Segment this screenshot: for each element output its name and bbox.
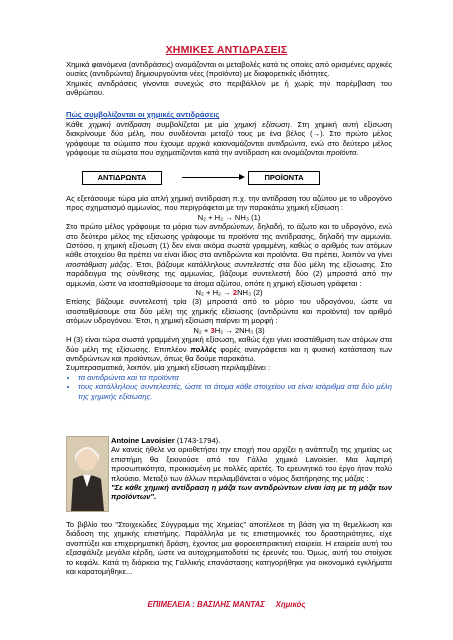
lavoisier-text: Αν κανείς ήθελε να οριοθετήσει την εποχή που αρχίζει η ανάπτυξη της χημείας ως επιστήμη θα ξεκινούσε από τον Γάλλο χημικό Lavoisier. Μια λαμπρή προσωπικότητα, προικισμένη με πολλές αρετές. Το ερευνητικό του έργο ήταν πολύ πλούσιο. Μεταξύ των άλλων περιλαμβάνεται ο νόμος διατήρησης της μάζας : — [111, 445, 392, 483]
text-run: , δηλαδή, το άζωτο και το υδρογόνο, ενώ στο δεύτερο μέλος της εξίσωσης γράφουμε τα — [66, 222, 392, 241]
text-run: συμβολίζεται με μία — [150, 120, 235, 129]
text-run: αντιδρώντων — [209, 222, 253, 232]
summary-text: Συμπερασματικά, λοιπόν, μία χημική εξίσωση περιλαμβάνει : — [66, 363, 271, 373]
hydrogen-text: Επίσης βάζουμε συντελεστή τρία (3) μπροστά από το μόριο του υδρογόνου, ώστε να ισοσταθμίσουμε στα δύο μέλη της χημικής εξίσωσης (αντιδρώντα και προϊόντα) τον αριθμό ατόμων υδρογόνου. Έτσι, η χημική εξίσωση παίρνει τη μορφή : — [66, 297, 392, 326]
book-text: Το βιβλίο του "Στοιχειώδες Σύγγραμμα της Χημείας" αποτέλεσε τη βάση για τη θεμελίωση και διάδοση της χημικής επιστήμης. Παράλληλα με τις επιστημονικές του δραστηριότητες, είχε αναπτύξει και επιχειρηματική δράση, έχοντας μια φοροεισπρακτική εταιρεία. Η εταιρεία αυτή του εξασφάλιζε μεγάλα κέρδη, ώστε να αυτοχρηματοδοτεί τις έρευνές του. Όμως, αυτή του στοίχισε το κεφάλι. Κατά τη διάρκεια της Γαλλικής επανάστασης κατηγορήθηκε για οικονομικά εγκλήματα και καρατομήθηκε... — [66, 520, 392, 577]
lavoisier-years: (1743-1794). — [174, 436, 221, 445]
subheading-text: Πώς συμβολίζονται οι χημικές αντιδράσεις — [66, 110, 220, 119]
text-run: προϊόντα — [228, 231, 259, 241]
products-box: ΠΡΟΪΟΝΤΑ — [248, 171, 320, 185]
text-run: αντιδρώντα — [267, 138, 306, 148]
text-run: Στο πρώτο μέλος γράφουμε τα μόρια των — [66, 222, 210, 232]
text-run: . Έτσι, βάζουμε κατάλληλους — [130, 259, 235, 269]
text-run: χημική αντίδραση — [88, 120, 151, 129]
page-title: ΧΗΜΙΚΕΣ ΑΝΤΙΔΡΑΣΕΙΣ — [165, 44, 288, 56]
title-wrap — [0, 40, 453, 58]
lavoisier-portrait — [66, 436, 109, 512]
text-run: της αντίδρασης, δηλαδή την αμμωνία. Ωστόσο, η χημική εξίσωση (1) δεν είναι ακόμα σωστά γραμμένη, καθώς ο αριθμός των ατόμων κάθε στοιχείου θα πρέπει να είναι ίδιος στα αντιδρώντα και προϊόντα. Θα πρέπει, λοιπόν να γίνει — [66, 231, 392, 260]
text-run: προϊόντα — [326, 148, 357, 158]
reaction-diagram — [82, 171, 382, 185]
text-run: Η (3) είναι τώρα σωστά γραμμένη χημική εξίσωση, καθώς έχει γίνει ισοστάθμιση των ατόμων στα δύο μέλη της εξίσωσης. Επιπλέον — [66, 335, 392, 354]
section-subheading — [66, 110, 392, 119]
text-run: H₂ → 2NH₃ (3) — [214, 325, 265, 335]
equation-3 — [66, 326, 392, 335]
page-footer: ΕΠΙΜΕΛΕΙΑ : ΒΑΣΙΛΗΣ ΜΑΝΤΑΣ Χημικός — [147, 600, 306, 609]
conclusion-text — [66, 335, 392, 363]
lavoisier-bio — [111, 436, 392, 502]
text-run: . Στη χημική αυτή εξίσωση διακρίνουμε δύο μέλη, που συνδέονται μεταξύ τους με ένα βέλος (→). Στο πρώτο μέλος γράφουμε τα σώματα που έχουμε αρχικά καιονομάζονται — [66, 120, 392, 148]
intro-line-1: Χημικά φαινόμενα (αντιδράσεις) ονομάζονται οι μεταβολές κατά τις οποίες από ορισμένες αρχικές ουσίες (αντιδρώντα) δημιουργούνται νέες (προϊόντα) με διαφορετικές ιδιότητες. — [66, 60, 392, 79]
example-text: Ας εξετάσουμε τώρα μία απλή χημική αντίδραση π.χ. την αντίδραση του αζώτου με το υδρογόνο προς σχηματισμό αμμωνίας, που περιγράφεται με την παρακάτω χημική εξίσωση : — [66, 194, 392, 213]
text-run: N₂ + H₂ → — [195, 288, 233, 298]
list-item: • τους κατάλληλους συντελεστές, ώστε τα άτομα κάθε στοιχείου να είναι ισάριθμα στα δύο μέλη της χημικής εξίσωσης. — [78, 382, 392, 401]
equation-2 — [66, 288, 392, 297]
text-run: συντελεστές — [234, 259, 275, 269]
symbol-paragraph — [66, 120, 392, 158]
text-run: φορές αναγράφεται και η φυσική κατάσταση των αντιδρώντων και προϊόντων, όπως θα δούμε παρακάτω. — [66, 344, 392, 363]
text-run: χημική εξίσωση — [234, 120, 290, 129]
equation-1: N₂ + H₂ → NH₃ (1) — [197, 212, 261, 222]
coefficient: 3 — [210, 325, 215, 335]
intro-line-2: Χημικές αντιδράσεις γίνονται συνεχώς στο περιβάλλον με ή χωρίς την παρέμβαση του ανθρώπου. — [66, 78, 392, 98]
intro-paragraph — [66, 60, 392, 98]
list-item: • τα αντιδρώντα και τα προϊόντα — [78, 373, 392, 382]
text-run: ισοστάθμιση μάζας — [66, 259, 131, 269]
text-run: N₂ + — [193, 325, 211, 335]
lavoisier-heading — [111, 436, 392, 445]
text-run: Κάθε — [66, 120, 89, 129]
equation-contents-list — [66, 373, 392, 401]
text-run: στα δύο μέλη της εξίσωσης. Στο παράδειγμα της σύνθεσης της αμμωνίας, βάζουμε συντελεστή δύο (2) μπροστά από την αμμωνία, ώστε να ισοσταθμίσουμε τα άτομα αζώτου, οπότε η χημική εξίσωση γράφεται : — [66, 259, 393, 288]
text-run: . — [356, 148, 359, 158]
balancing-text — [66, 222, 392, 288]
text-run: NH₃ (2) — [237, 288, 263, 298]
arrow-head-icon — [239, 174, 245, 180]
reactants-box: ΑΝΤΙΔΡΩΝΤΑ — [82, 171, 162, 185]
example-paragraph — [66, 194, 392, 401]
lavoisier-name: Antoine Lavoisier — [111, 436, 175, 445]
book-paragraph — [66, 520, 392, 576]
mass-conservation-quote: "Σε κάθε χημική αντίδραση η μάζα των αντιδρώντων είναι ίση με τη μάζα των προϊόντων". — [111, 483, 392, 502]
text-run: πολλές — [190, 344, 217, 354]
reaction-arrow — [182, 177, 240, 178]
coefficient: 2 — [232, 288, 238, 298]
text-run: , ενώ στο δεύτερο μέλος γράφουμε τα σώματα που σχηματίζονται κατά την αντίδραση και ονομάζονται — [66, 138, 392, 158]
